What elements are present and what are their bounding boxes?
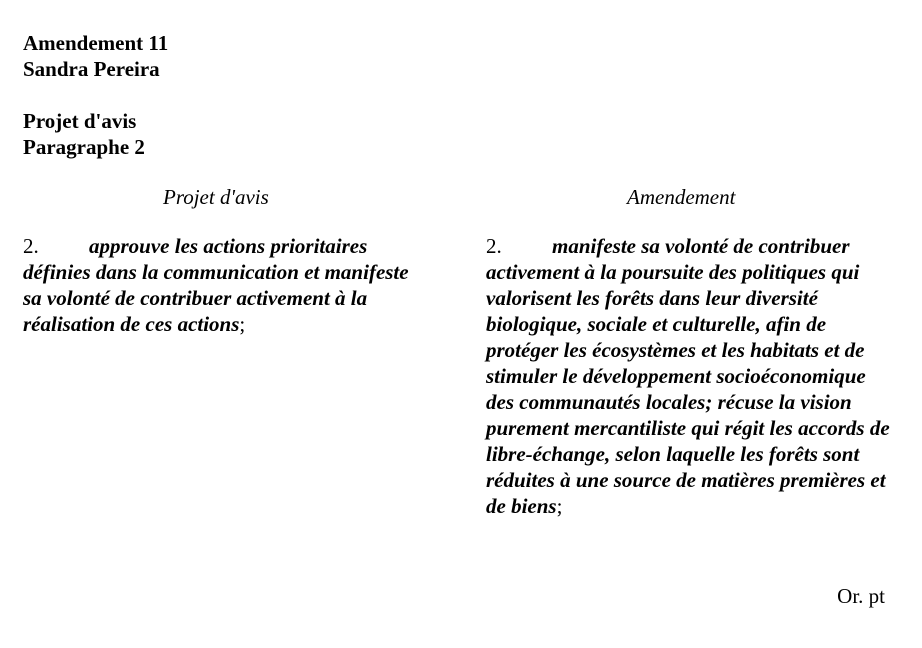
original-language: Or. pt — [837, 584, 885, 608]
header-spacer — [23, 82, 168, 108]
original-paragraph-ending: ; — [239, 312, 246, 336]
left-column-heading: Projet d'avis — [163, 185, 269, 209]
amended-paragraph — [486, 233, 896, 519]
amendment-number: Amendement 11 — [23, 31, 169, 55]
original-paragraph-number: 2. — [23, 234, 39, 258]
amended-paragraph-ending: ; — [556, 494, 563, 518]
amended-paragraph-number: 2. — [486, 234, 502, 258]
document-title: Projet d'avis — [23, 109, 137, 133]
author-name: Sandra Pereira — [23, 57, 160, 81]
original-paragraph — [23, 233, 423, 337]
amendment-header — [23, 30, 168, 160]
original-paragraph-text: approuve les actions prioritaires définies dans la communication et manifeste sa volonté de contribuer activement à la réalisation de ces actions — [23, 234, 409, 336]
right-column-heading: Amendement — [627, 185, 736, 209]
amended-paragraph-text: manifeste sa volonté de contribuer activement à la poursuite des politiques qui valorisent les forêts dans leur diversité biologique, sociale et culturelle, afin de protéger les écosystèmes et les habitats et de stimuler le développement socioéconomique des communautés locales; récuse la vision purement mercantiliste qui régit les accords de libre-échange, selon laquelle les forêts sont réduites à une source de matières premières et de biens — [486, 234, 890, 518]
paragraph-reference: Paragraphe 2 — [23, 135, 145, 159]
